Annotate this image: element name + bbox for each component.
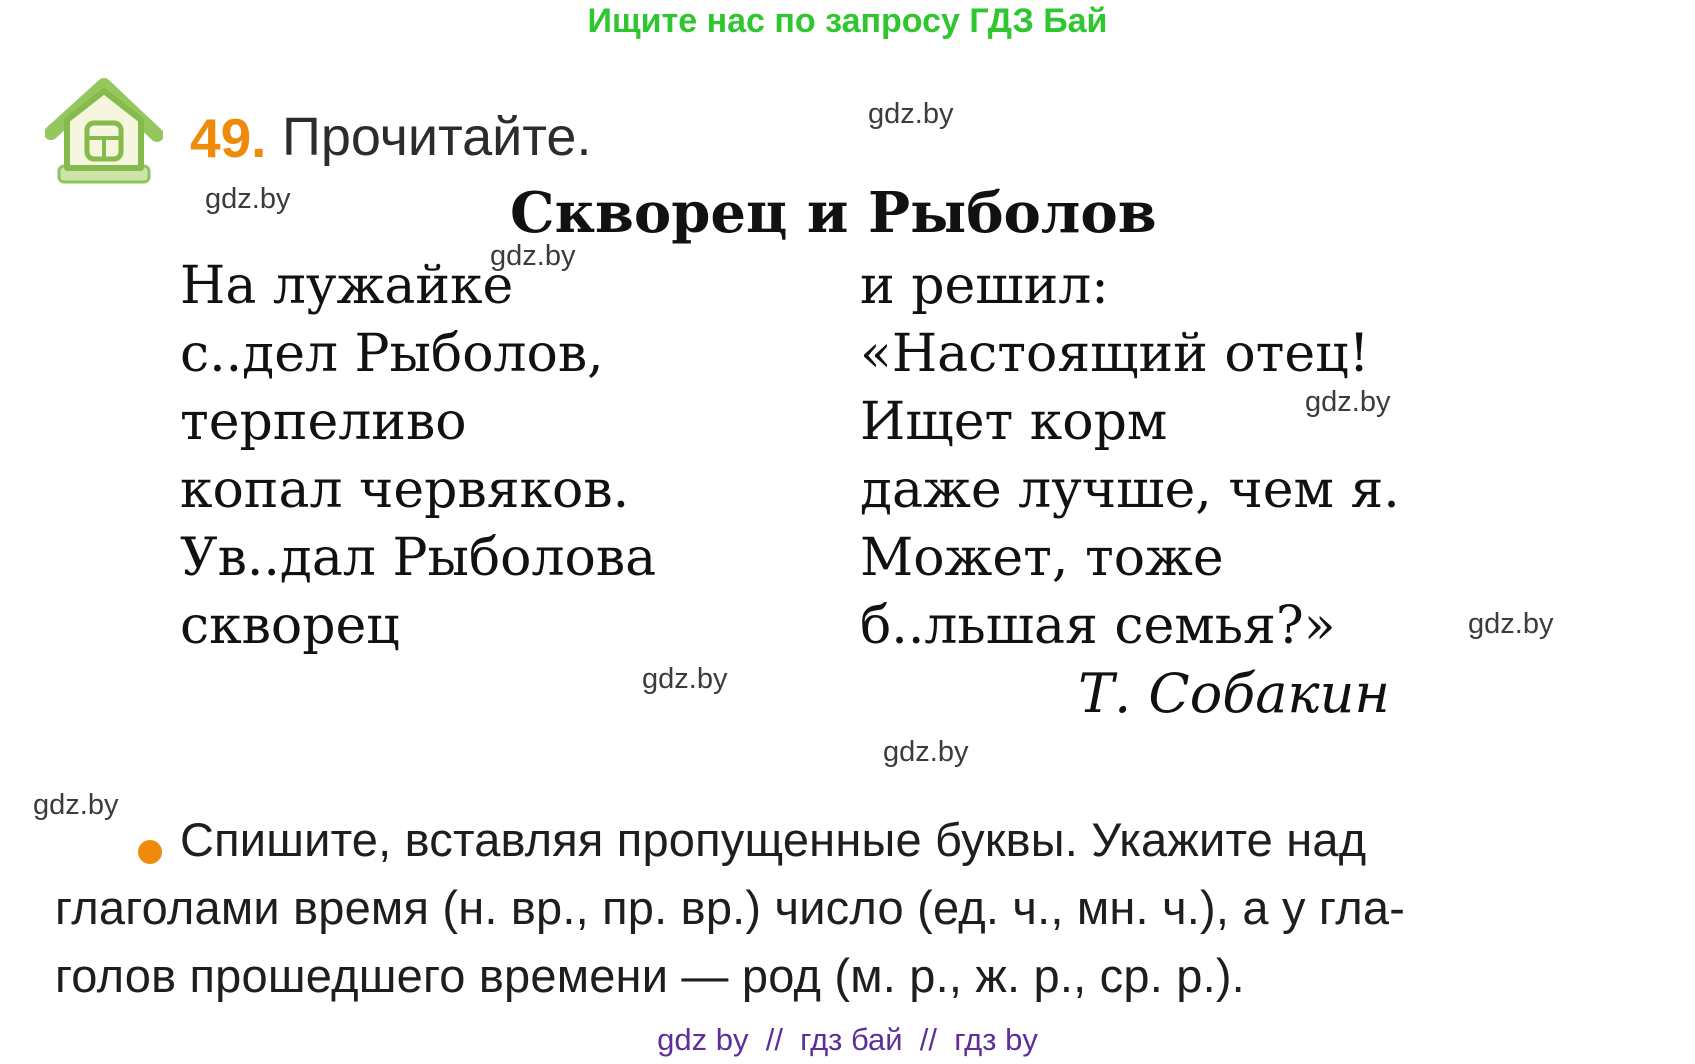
- poem-line: б..льшая семья?»: [860, 596, 1336, 656]
- exercise-instruction: Прочитайте.: [282, 107, 592, 167]
- gdz-watermark: gdz.by: [490, 240, 576, 272]
- house-icon-graphic: [45, 78, 163, 188]
- gdz-watermark: gdz.by: [883, 736, 969, 768]
- gdz-watermark: gdz.by: [1468, 608, 1554, 640]
- poem-line: с..дел Рыболов,: [180, 324, 604, 384]
- poem-line: На лужайке: [180, 256, 514, 316]
- site-banner-text: Ищите нас по запросу ГДЗ Бай: [587, 2, 1108, 40]
- footer-watermark-text: gdz by // гдз бай // гдз by: [657, 1022, 1038, 1057]
- poem-right-column: [860, 252, 1400, 660]
- poem-line: «Настоящий отец!: [860, 324, 1370, 384]
- task-bullet-icon: [138, 840, 162, 864]
- home-icon: [45, 78, 163, 188]
- poem-line: даже лучше, чем я.: [860, 460, 1400, 520]
- poem-line: и решил:: [860, 256, 1109, 316]
- poem-line: скворец: [180, 596, 400, 656]
- poem-title: Скворец и Рыболов: [510, 180, 1157, 246]
- poem-line: копал червяков.: [180, 460, 630, 520]
- poem-author: Т. Собакин: [1078, 662, 1390, 725]
- gdz-watermark: gdz.by: [1305, 386, 1391, 418]
- poem-line: Может, тоже: [860, 528, 1224, 588]
- poem-line: Ищет корм: [860, 392, 1168, 452]
- task-text-line: Спишите, вставляя пропущенные буквы. Укажите над: [180, 813, 1367, 866]
- gdz-watermark: gdz.by: [205, 183, 291, 215]
- poem-line: Ув..дал Рыболова: [180, 528, 657, 588]
- gdz-watermark: gdz.by: [868, 98, 954, 130]
- gdz-watermark: gdz.by: [33, 789, 119, 821]
- poem-left-column: [180, 252, 656, 660]
- task-text-line: глаголами время (н. вр., пр. вр.) число (ед. ч., мн. ч.), а у гла-: [55, 881, 1406, 934]
- gdz-watermark: gdz.by: [642, 663, 728, 695]
- exercise-number: 49.: [190, 107, 267, 169]
- task-text-line: голов прошедшего времени — род (м. р., ж. р., ср. р.).: [55, 949, 1245, 1002]
- poem-line: терпеливо: [180, 392, 467, 452]
